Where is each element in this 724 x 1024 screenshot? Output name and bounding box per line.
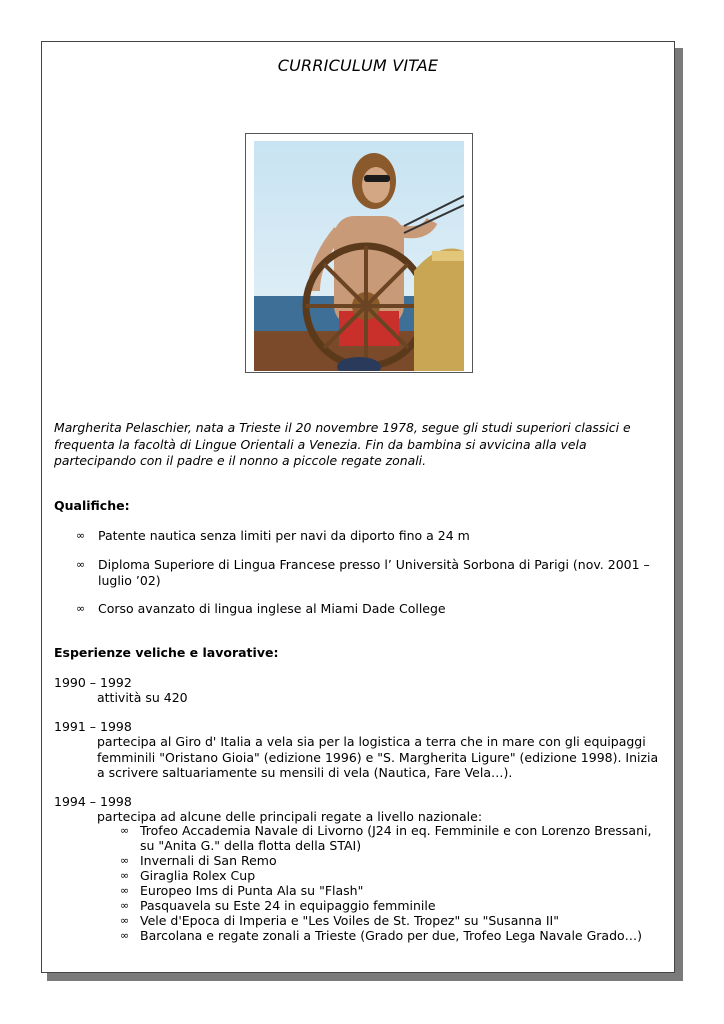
qualification-item: ∞ Corso avanzato di lingua inglese al Miami Dade College [76,601,446,616]
regatta-item: ∞ Trofeo Accademia Navale di Livorno (J24 in eq. Femminile e con Lorenzo Bressani, su "Anita G." della flotta della STAI) [120,823,652,853]
bullet-icon: ∞ [120,869,130,882]
qualification-item: ∞ Diploma Superiore di Lingua Francese presso l’ Università Sorbona di Parigi (nov. 2001 – luglio ’02) [76,557,650,588]
intro-paragraph: Margherita Pelaschier, nata a Trieste il 20 novembre 1978, segue gli studi superiori classici e frequenta la facoltà di Lingue Orientali a Venezia. Fin da bambina si avvicina alla vela partecipando con il padre e il nonno a piccole regate zonali. [54,420,631,468]
regatta-item: ∞ Vele d'Epoca di Imperia e "Les Voiles de St. Tropez" su "Susanna II" [120,913,559,928]
bullet-icon: ∞ [120,929,130,942]
document-page [41,41,675,973]
regatta-list [120,823,660,943]
regatta-item: ∞ Giraglia Rolex Cup [120,868,256,883]
photo-sailor-at-helm [254,141,464,371]
bullet-icon: ∞ [120,914,130,927]
bullet-icon: ∞ [76,602,86,615]
regatta-item: ∞ Europeo Ims di Punta Ala su "Flash" [120,883,364,898]
bullet-icon: ∞ [76,529,86,542]
regatta-item: ∞ Barcolana e regate zonali a Trieste (Grado per due, Trofeo Lega Navale Grado…) [120,928,643,943]
bullet-icon: ∞ [76,558,86,571]
bullet-icon: ∞ [120,899,130,912]
experience-years: 1990 – 1992 [54,675,132,690]
experience-description: attività su 420 [97,690,188,705]
bullet-icon: ∞ [120,884,130,897]
bullet-icon: ∞ [120,854,130,867]
experience-heading: Esperienze veliche e lavorative: [54,645,279,660]
experience-years: 1994 – 1998 [54,794,132,809]
page-title: CURRICULUM VITAE [277,56,439,75]
experience-description: partecipa ad alcune delle principali regate a livello nazionale: [97,809,483,824]
regatta-item: ∞ Pasquavela su Este 24 in equipaggio femminile [120,898,436,913]
experience-description: partecipa al Giro d' Italia a vela sia per la logistica a terra che in mare con gli equipaggi femminili "Oristano Gioia" (edizione 1996) e "S. Margherita Ligure" (edizione 1998). Inizia a scrivere saltuariamente su mensili di vela (Nautica, Fare Vela…). [97,734,659,780]
qualification-item: ∞ Patente nautica senza limiti per navi da diporto fino a 24 m [76,528,470,543]
qualifications-heading: Qualifiche: [54,498,130,513]
bullet-icon: ∞ [120,824,130,837]
regatta-item: ∞ Invernali di San Remo [120,853,277,868]
experience-years: 1991 – 1998 [54,719,132,734]
profile-photo [245,133,473,373]
